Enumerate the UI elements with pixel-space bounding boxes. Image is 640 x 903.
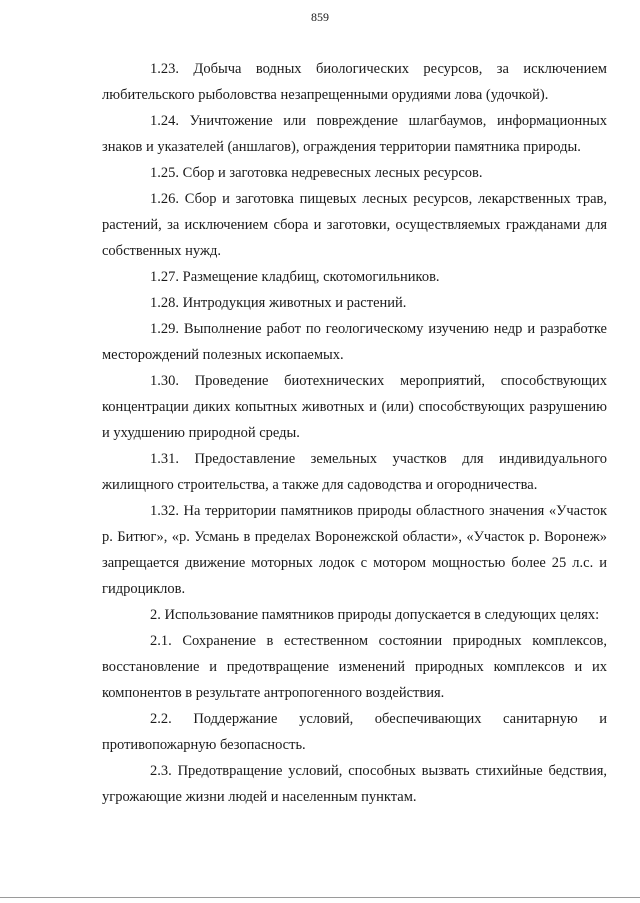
paragraph-2-1: 2.1. Сохранение в естественном состоянии природных комплексов, восстановление и предотвращение изменений природных комплексов и их компонентов в результате антропогенного воздействия. <box>102 633 607 701</box>
paragraph-1-31: 1.31. Предоставление земельных участков для индивидуального жилищного строительства, а также для садоводства и огородничества. <box>102 451 607 493</box>
page-bottom-rule <box>0 897 640 898</box>
paragraph-1-32: 1.32. На территории памятников природы областного значения «Участок р. Битюг», «р. Усмань в пределах Воронежской области», «Участок р. Воронеж» запрещается движение моторных лодок с мотором мощностью более 25 л.с. и гидроциклов. <box>102 503 607 597</box>
paragraph-1-28: 1.28. Интродукция животных и растений. <box>150 295 407 311</box>
paragraph-1-26: 1.26. Сбор и заготовка пищевых лесных ресурсов, лекарственных трав, растений, за исключением сбора и заготовки, осуществляемых гражданами для собственных нужд. <box>102 191 607 259</box>
paragraph-1-24: 1.24. Уничтожение или повреждение шлагбаумов, информационных знаков и указателей (аншлагов), ограждения территории памятника природы. <box>102 113 607 155</box>
paragraph-1-30: 1.30. Проведение биотехнических мероприятий, способствующих концентрации диких копытных животных и (или) способствующих разрушению и ухудшению природной среды. <box>102 373 607 441</box>
paragraph-2-3: 2.3. Предотвращение условий, способных вызвать стихийные бедствия, угрожающие жизни людей и населенным пунктам. <box>102 763 607 805</box>
page-number: 859 <box>311 10 329 24</box>
paragraph-2-2: 2.2. Поддержание условий, обеспечивающих санитарную и противопожарную безопасность. <box>102 711 607 753</box>
paragraph-1-23: 1.23. Добыча водных биологических ресурсов, за исключением любительского рыболовства незапрещенными орудиями лова (удочкой). <box>102 61 607 103</box>
paragraph-1-25: 1.25. Сбор и заготовка недревесных лесных ресурсов. <box>150 165 483 181</box>
document-body <box>102 56 607 810</box>
paragraph-1-29: 1.29. Выполнение работ по геологическому изучению недр и разработке месторождений полезных ископаемых. <box>102 321 607 363</box>
paragraph-1-27: 1.27. Размещение кладбищ, скотомогильников. <box>150 269 440 285</box>
paragraph-2: 2. Использование памятников природы допускается в следующих целях: <box>150 607 600 623</box>
